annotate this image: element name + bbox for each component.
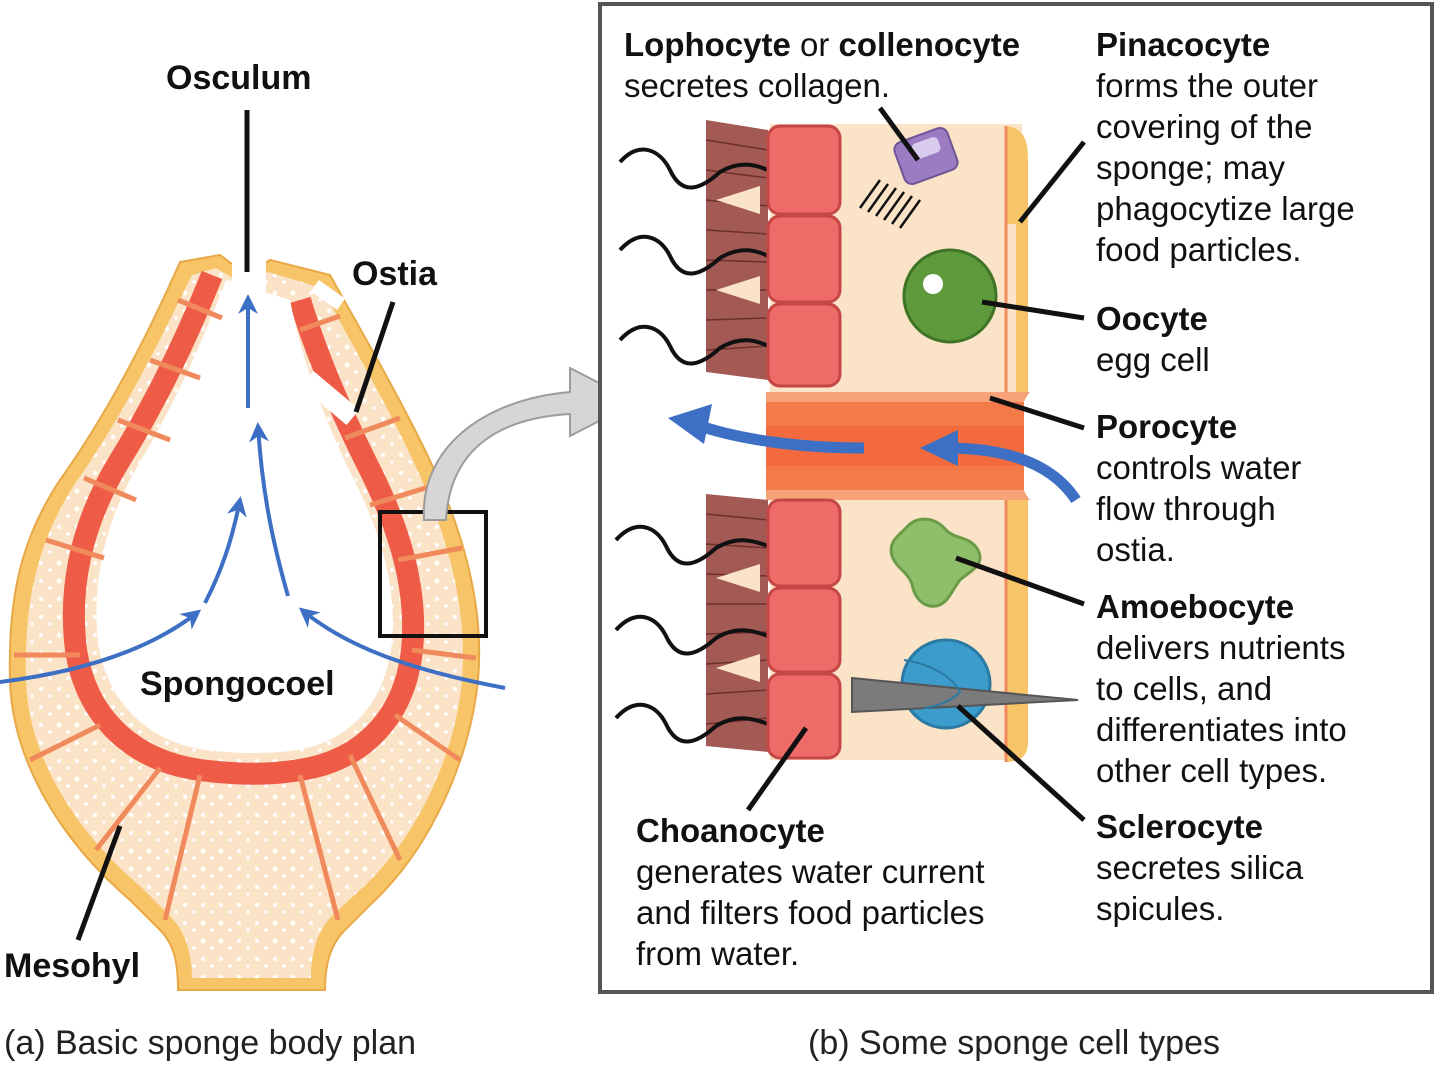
amoebocyte-line: other cell types. [1096, 752, 1328, 789]
pinacocyte-line: phagocytize large [1096, 190, 1355, 227]
choanocyte-name: Choanocyte [636, 812, 825, 849]
lophocyte-name: Lophocyte [624, 26, 791, 63]
sclerocyte-line: secretes silica [1096, 849, 1304, 886]
choanocyte-line: and filters food particles [636, 894, 985, 931]
ostia-label: Ostia [352, 255, 438, 293]
pinacocyte-name: Pinacocyte [1096, 26, 1271, 63]
choanocyte-collars-lower [706, 494, 768, 752]
sclerocyte-line: spicules. [1096, 890, 1225, 927]
sclerocyte-name: Sclerocyte [1096, 808, 1263, 845]
pinacocyte-line: covering of the [1096, 108, 1313, 145]
caption-b: (b) Some sponge cell types [808, 1024, 1220, 1062]
lophocyte-or: or [790, 26, 839, 63]
oocyte-line: egg cell [1096, 341, 1210, 378]
porocyte-line: ostia. [1096, 531, 1175, 568]
collenocyte-name: collenocyte [838, 26, 1021, 63]
porocyte-label [1096, 406, 1432, 570]
osculum-label: Osculum [166, 59, 312, 97]
amoebocyte-line: differentiates into [1096, 711, 1347, 748]
pinacocyte-label [1096, 24, 1432, 270]
porocyte-line: flow through [1096, 490, 1276, 527]
amoebocyte-line: delivers nutrients [1096, 629, 1346, 666]
oocyte-cell [904, 250, 996, 342]
amoebocyte-name: Amoebocyte [1096, 588, 1295, 625]
oocyte-label [1096, 298, 1432, 380]
sclerocyte-label [1096, 806, 1432, 929]
caption-a: (a) Basic sponge body plan [4, 1024, 417, 1062]
pinacocyte-line: sponge; may [1096, 149, 1285, 186]
porocyte-name: Porocyte [1096, 408, 1238, 445]
amoebocyte-line: to cells, and [1096, 670, 1273, 707]
choanocyte-cells-lower [768, 500, 840, 758]
amoebocyte-label [1096, 586, 1432, 791]
lophocyte-label [624, 24, 1094, 106]
spongocoel-label: Spongocoel [140, 665, 335, 703]
mesohyl-label: Mesohyl [4, 947, 141, 985]
choanocyte-cells-upper [768, 126, 840, 386]
lophocyte-desc: secretes collagen. [624, 67, 890, 104]
choanocyte-label [636, 810, 1076, 974]
pinacocyte-line: food particles. [1096, 231, 1302, 268]
porocyte-line: controls water [1096, 449, 1302, 486]
choanocyte-line: from water. [636, 935, 800, 972]
pinacocyte-line: forms the outer [1096, 67, 1318, 104]
sponge-body [10, 240, 479, 990]
oocyte-name: Oocyte [1096, 300, 1208, 337]
choanocyte-line: generates water current [636, 853, 985, 890]
